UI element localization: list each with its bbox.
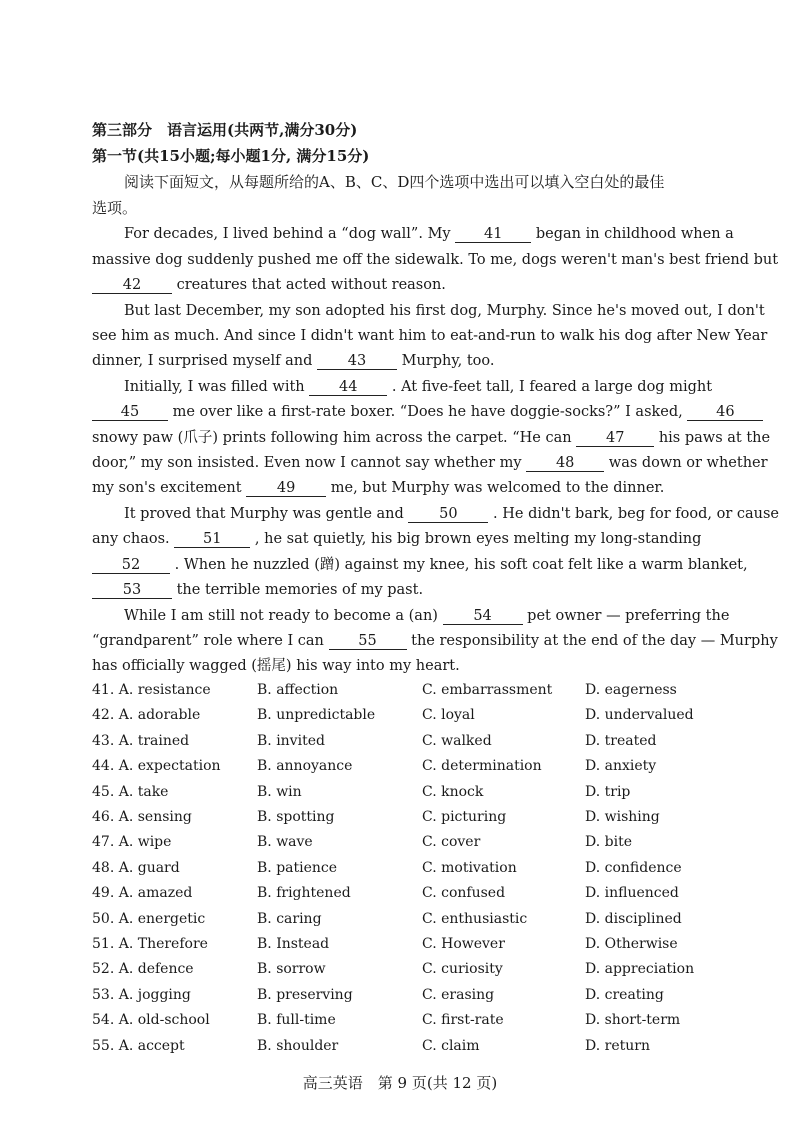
option-choice: C. picturing	[422, 809, 507, 825]
option-choice: C. embarrassment	[422, 682, 553, 698]
option-choice: B. full-time	[257, 1012, 336, 1029]
blank-46: 46	[687, 404, 763, 421]
option-choice: 43. A. trained	[92, 732, 190, 749]
option-choice: B. frightened	[257, 885, 351, 902]
passage-line: 42 creatures that acted without reason.	[92, 276, 446, 294]
option-row	[92, 784, 732, 804]
option-choice: D. wishing	[585, 809, 660, 825]
option-choice: C. walked	[422, 732, 492, 749]
option-row	[92, 733, 732, 753]
option-choice: B. annoyance	[257, 758, 353, 775]
blank-48: 48	[526, 455, 604, 472]
option-choice: C. loyal	[422, 707, 475, 724]
passage-line: see him as much. And since I didn't want him to eat-and-run to walk his dog after New Year	[92, 328, 768, 344]
option-choice: 42. A. adorable	[92, 707, 201, 724]
option-choice: C. cover	[422, 834, 481, 851]
option-choice: 53. A. jogging	[92, 986, 191, 1003]
section-title: 第三部分 语言运用(共两节,满分30分)	[92, 121, 358, 139]
passage-line: 52 . When he nuzzled (蹭) against my knee, his soft coat felt like a warm blanket,	[92, 556, 748, 574]
blank-47: 47	[576, 430, 654, 447]
option-choice: B. spotting	[257, 809, 335, 825]
option-choice: B. invited	[257, 732, 325, 749]
passage-line: While I am still not ready to become a (an) 54 pet owner — preferring the	[124, 608, 730, 624]
option-choice: 41. A. resistance	[92, 682, 211, 698]
passage-line: my son's excitement 49 me, but Murphy was welcomed to the dinner.	[92, 480, 665, 496]
option-row	[92, 1038, 732, 1058]
option-choice: B. Instead	[257, 936, 330, 952]
passage-line: For decades, I lived behind a “dog wall”. My 41 began in childhood when a	[124, 226, 734, 242]
option-choice: 49. A. amazed	[92, 885, 193, 902]
option-choice: 46. A. sensing	[92, 809, 192, 825]
option-choice: B. wave	[257, 834, 313, 851]
option-choice: B. affection	[257, 682, 339, 698]
passage-line: door,” my son insisted. Even now I cannot say whether my 48 was down or whether	[92, 455, 768, 471]
passage-line: massive dog suddenly pushed me off the sidewalk. To me, dogs weren't man's best friend but	[92, 252, 779, 268]
option-choice: 44. A. expectation	[92, 758, 221, 775]
option-choice: D. treated	[585, 732, 657, 749]
option-row	[92, 961, 732, 981]
option-choice: C. determination	[422, 758, 542, 775]
section-subtitle: 第一节(共15小题;每小题1分, 满分15分)	[92, 147, 370, 165]
option-row	[92, 936, 732, 956]
option-row	[92, 987, 732, 1007]
option-row	[92, 758, 732, 778]
option-choice: C. curiosity	[422, 961, 503, 978]
option-choice: D. trip	[585, 783, 631, 800]
passage-line: But last December, my son adopted his first dog, Murphy. Since he's moved out, I don't	[124, 303, 765, 319]
blank-43: 43	[317, 353, 397, 370]
option-choice: B. win	[257, 783, 302, 800]
option-choice: C. knock	[422, 783, 484, 800]
passage-line: 45 me over like a first-rate boxer. “Does he have doggie-socks?” I asked, 46	[92, 403, 763, 421]
option-choice: B. unpredictable	[257, 707, 376, 724]
option-choice: D. return	[585, 1037, 650, 1054]
option-choice: B. preserving	[257, 986, 353, 1003]
option-choice: B. patience	[257, 859, 338, 876]
option-choice: 51. A. Therefore	[92, 936, 208, 952]
blank-44: 44	[309, 379, 387, 396]
option-row	[92, 834, 732, 854]
option-choice: D. anxiety	[585, 758, 657, 775]
blank-53: 53	[92, 582, 172, 599]
option-choice: 47. A. wipe	[92, 834, 172, 851]
option-choice: 54. A. old-school	[92, 1012, 210, 1029]
option-choice: D. undervalued	[585, 707, 694, 724]
blank-42: 42	[92, 277, 172, 294]
blank-51: 51	[174, 531, 250, 548]
passage-line: any chaos. 51 , he sat quietly, his big brown eyes melting my long-standing	[92, 531, 702, 547]
option-choice: D. eagerness	[585, 682, 677, 698]
blank-49: 49	[246, 480, 326, 497]
option-choice: C. claim	[422, 1037, 480, 1054]
option-choice: 45. A. take	[92, 783, 169, 800]
option-choice: B. caring	[257, 910, 322, 927]
option-choice: D. bite	[585, 834, 632, 851]
option-row	[92, 885, 732, 905]
page-footer: 高三英语 第 9 页(共 12 页)	[302, 1074, 498, 1092]
passage-line: has officially wagged (摇尾) his way into my heart.	[92, 658, 460, 674]
option-choice: C. motivation	[422, 859, 517, 876]
option-choice: 50. A. energetic	[92, 910, 206, 927]
blank-50: 50	[408, 506, 488, 523]
option-choice: B. sorrow	[257, 961, 326, 978]
option-choice: C. erasing	[422, 986, 495, 1003]
option-choice: D. short-term	[585, 1012, 681, 1029]
blank-54: 54	[443, 608, 523, 625]
passage-line: 53 the terrible memories of my past.	[92, 581, 423, 599]
option-choice: C. enthusiastic	[422, 910, 528, 927]
option-choice: D. confidence	[585, 859, 682, 876]
option-row	[92, 682, 732, 702]
passage-line: Initially, I was filled with 44 . At five-feet tall, I feared a large dog might	[124, 379, 713, 395]
option-choice: D. creating	[585, 986, 664, 1003]
passage-line: snowy paw (爪子) prints following him across the carpet. “He can 47 his paws at the	[92, 430, 771, 446]
passage-line: dinner, I surprised myself and 43 Murphy, too.	[92, 353, 495, 369]
blank-52: 52	[92, 557, 170, 574]
option-choice: B. shoulder	[257, 1037, 339, 1054]
option-choice: C. confused	[422, 885, 506, 902]
option-choice: D. Otherwise	[585, 936, 678, 952]
option-choice: 48. A. guard	[92, 859, 180, 876]
option-choice: C. first-rate	[422, 1012, 504, 1029]
option-row	[92, 1012, 732, 1032]
option-choice: 52. A. defence	[92, 961, 194, 978]
instruction-line-1: 阅读下面短文，从每题所给的A、B、C、D四个选项中选出可以填入空白处的最佳	[124, 173, 665, 191]
option-choice: D. influenced	[585, 885, 679, 902]
blank-41: 41	[455, 226, 531, 243]
option-choice: 55. A. accept	[92, 1037, 185, 1054]
option-row	[92, 809, 732, 829]
instruction-line-2: 选项。	[92, 199, 138, 217]
option-choice: D. disciplined	[585, 910, 682, 927]
option-row	[92, 707, 732, 727]
option-choice: D. appreciation	[585, 961, 695, 978]
blank-55: 55	[329, 633, 407, 650]
passage-line: It proved that Murphy was gentle and 50 . He didn't bark, beg for food, or cause	[124, 506, 780, 522]
blank-45: 45	[92, 404, 168, 421]
option-choice: C. However	[422, 936, 505, 952]
option-row	[92, 860, 732, 880]
passage-line: “grandparent” role where I can 55 the responsibility at the end of the day — Murphy	[92, 633, 778, 649]
option-row	[92, 911, 732, 931]
